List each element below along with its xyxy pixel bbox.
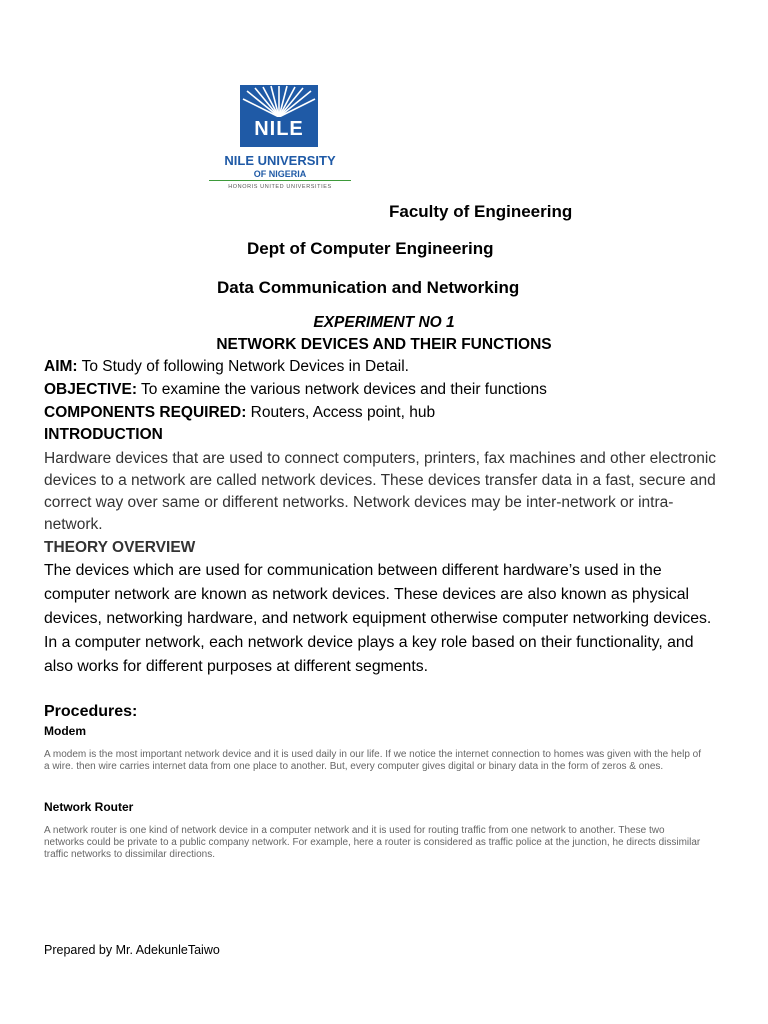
components-label: COMPONENTS REQUIRED: [44, 404, 247, 421]
logo-motto: HONORIS UNITED UNIVERSITIES [228, 184, 332, 190]
logo-mark: NILE [254, 118, 304, 140]
experiment-title: NETWORK DEVICES AND THEIR FUNCTIONS [216, 336, 552, 353]
router-text: A network router is one kind of network device in a computer network and it is used for routing traffic from one network to another. These two networks could be private to a public company network. For example, here a router is considered as traffic police at the junction, he directs dissimilar traffic networks to dissimilar directions. [44, 825, 701, 860]
objective-line [44, 381, 547, 399]
objective-label: OBJECTIVE: [44, 381, 138, 398]
faculty-heading: Faculty of Engineering [389, 202, 573, 221]
course-heading: Data Communication and Networking [217, 278, 520, 297]
modem-heading: Modem [44, 724, 86, 738]
logo-divider [209, 180, 351, 181]
components-line [44, 404, 435, 422]
aim-text: To Study of following Network Devices in Detail. [77, 358, 409, 375]
modem-text: A modem is the most important network device and it is used daily in our life. If we notice the internet connection to homes was given with the help of a wire. then wire carries internet data from one place to another. But, every computer gives digital or binary data in the form of zeros & ones. [44, 749, 702, 772]
introduction-text: Hardware devices that are used to connect computers, printers, fax machines and other electronic devices to a network are called network devices. These devices transfer data in a fast, secure and correct way over same or different networks. Network devices may be inter-network or intra-network. [44, 450, 717, 533]
router-heading: Network Router [44, 800, 134, 814]
procedures-heading: Procedures: [44, 703, 138, 720]
experiment-number: EXPERIMENT NO 1 [313, 314, 455, 331]
aim-line [44, 358, 409, 376]
theory-heading: THEORY OVERVIEW [44, 539, 196, 556]
logo-university-name: NILE UNIVERSITY [224, 153, 336, 168]
objective-text: To examine the various network devices and their functions [137, 381, 547, 398]
logo-subtitle: OF NIGERIA [253, 169, 307, 179]
introduction-heading: INTRODUCTION [44, 426, 163, 443]
prepared-by: Prepared by Mr. AdekunleTaiwo [44, 943, 220, 957]
components-text: Routers, Access point, hub [246, 404, 436, 421]
aim-label: AIM: [44, 358, 78, 375]
department-heading: Dept of Computer Engineering [247, 239, 494, 258]
university-logo [207, 85, 353, 195]
theory-text: The devices which are used for communication between different hardware’s used in the computer network are known as network devices. These devices are also known as physical devices, networking hardware, and network equipment otherwise computer networking devices. In a computer network, each network device plays a key role based on their functionality, and also works for different purposes at different segments. [44, 562, 712, 675]
